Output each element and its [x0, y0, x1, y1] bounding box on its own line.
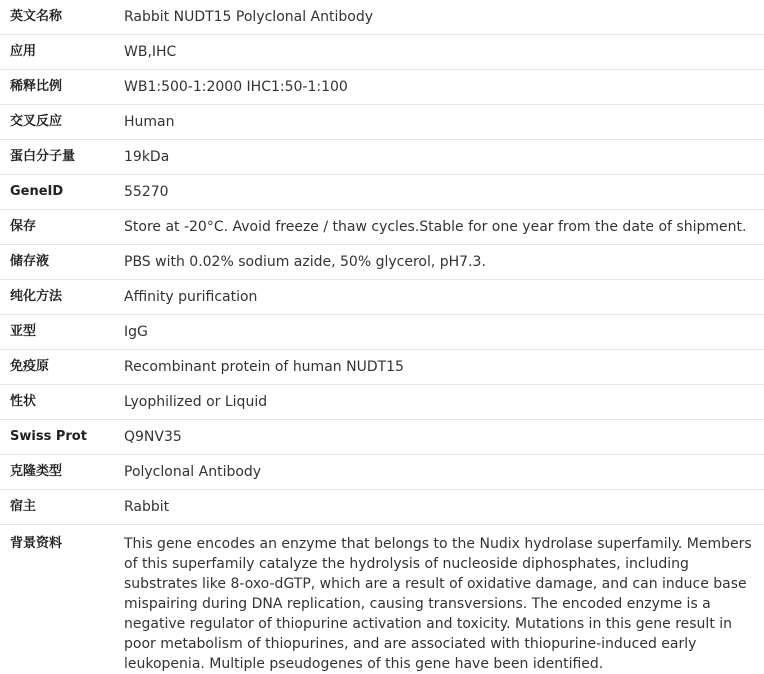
- spec-row-application: [0, 35, 764, 70]
- spec-label: 储存液: [0, 245, 124, 280]
- spec-row-cross-reactivity: [0, 105, 764, 140]
- spec-value: WB,IHC: [124, 35, 764, 70]
- spec-value: 19kDa: [124, 140, 764, 175]
- spec-label: 应用: [0, 35, 124, 70]
- spec-label: 宿主: [0, 490, 124, 525]
- spec-label: 免疫原: [0, 350, 124, 385]
- spec-row-dilution: [0, 70, 764, 105]
- spec-label: 克隆类型: [0, 455, 124, 490]
- background-text: This gene encodes an enzyme that belongs to the Nudix hydrolase superfamily. Members of this superfamily catalyze the hydrolysis of nucleoside diphosphates, including substrates like 8-oxo-dGTP, which are a result of oxidative damage, and can induce base mispairing during DNA replication, causing transversions. The encoded enzyme is a negative regulator of thiopurine activation and toxicity. Mutations in this gene result in poor metabolism of thiopurines, and are associated with thiopurine-induced early leukopenia. Multiple pseudogenes of this gene have been identified.: [124, 525, 764, 674]
- spec-value: 55270: [124, 175, 764, 210]
- spec-row-host: [0, 490, 764, 525]
- spec-label: 稀释比例: [0, 70, 124, 105]
- spec-row-isotype: [0, 315, 764, 350]
- spec-row-english-name: [0, 0, 764, 35]
- spec-value: Affinity purification: [124, 280, 764, 315]
- spec-value: Rabbit: [124, 490, 764, 525]
- spec-value: PBS with 0.02% sodium azide, 50% glycerol, pH7.3.: [124, 245, 764, 280]
- spec-row-molecular-weight: [0, 140, 764, 175]
- spec-value: Human: [124, 105, 764, 140]
- spec-row-purification: [0, 280, 764, 315]
- spec-label: 英文名称: [0, 0, 124, 35]
- spec-label: 保存: [0, 210, 124, 245]
- spec-value: Lyophilized or Liquid: [124, 385, 764, 420]
- spec-row-gene-id: [0, 175, 764, 210]
- background-label: 背景资料: [0, 525, 124, 674]
- spec-row-swiss-prot: [0, 420, 764, 455]
- spec-label: 亚型: [0, 315, 124, 350]
- spec-value: Polyclonal Antibody: [124, 455, 764, 490]
- spec-label: 纯化方法: [0, 280, 124, 315]
- spec-label: GeneID: [0, 175, 124, 210]
- spec-value: Store at -20°C. Avoid freeze / thaw cycles.Stable for one year from the date of shipment.: [124, 210, 764, 245]
- spec-label: 交叉反应: [0, 105, 124, 140]
- spec-row-immunogen: [0, 350, 764, 385]
- spec-value: Recombinant protein of human NUDT15: [124, 350, 764, 385]
- spec-row-storage: [0, 210, 764, 245]
- spec-row-clonality: [0, 455, 764, 490]
- spec-value: IgG: [124, 315, 764, 350]
- spec-label: Swiss Prot: [0, 420, 124, 455]
- spec-value: WB1:500-1:2000 IHC1:50-1:100: [124, 70, 764, 105]
- spec-value: Rabbit NUDT15 Polyclonal Antibody: [124, 0, 764, 35]
- spec-row-background: [0, 525, 764, 674]
- spec-label: 性状: [0, 385, 124, 420]
- spec-value: Q9NV35: [124, 420, 764, 455]
- spec-row-form: [0, 385, 764, 420]
- spec-row-buffer: [0, 245, 764, 280]
- spec-label: 蛋白分子量: [0, 140, 124, 175]
